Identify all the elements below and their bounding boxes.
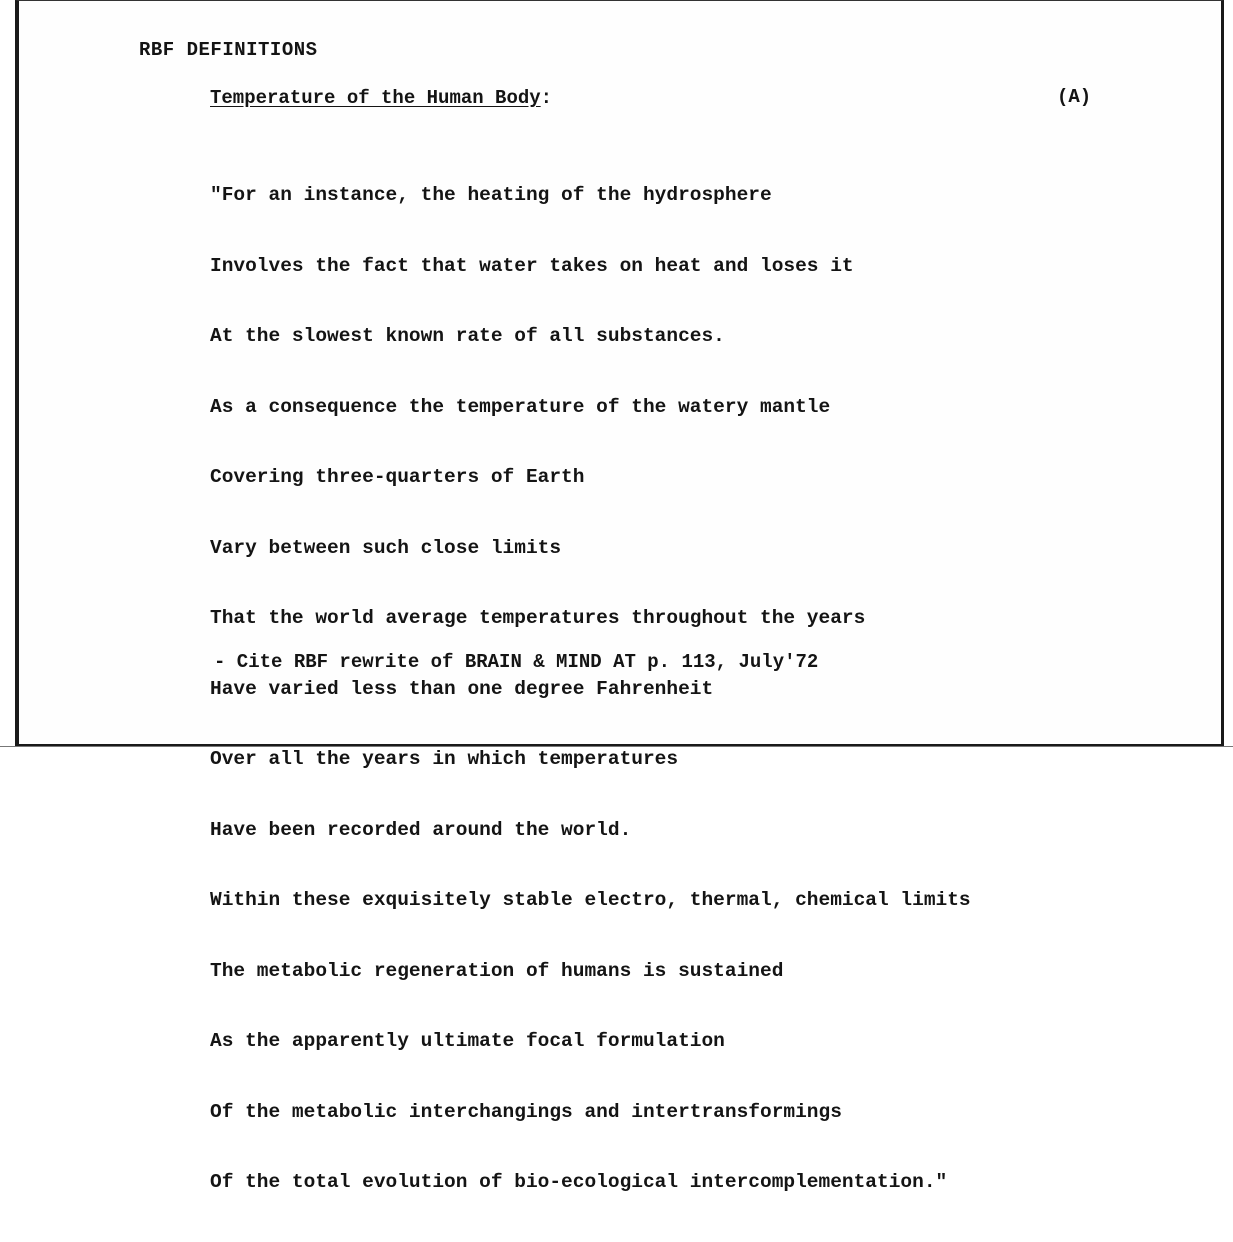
quote-line: Have been recorded around the world. bbox=[210, 818, 632, 841]
quote-line: Within these exquisitely stable electro, thermal, chemical limits bbox=[210, 889, 971, 911]
document-header: RBF DEFINITIONS bbox=[139, 39, 318, 61]
definition-title-text: Temperature of the Human Body bbox=[210, 87, 541, 109]
quote-line: Involves the fact that water takes on heat and loses it bbox=[210, 254, 854, 277]
quote-line: Covering three-quarters of Earth bbox=[210, 466, 585, 488]
quote-line: Vary between such close limits bbox=[210, 536, 562, 559]
quote-line: That the world average temperatures throughout the years bbox=[210, 607, 866, 629]
quote-line: Of the total evolution of bio-ecological intercomplementation." bbox=[210, 1171, 948, 1193]
section-tag: (A) bbox=[1057, 86, 1092, 108]
quote-line: As the apparently ultimate focal formulation bbox=[210, 1030, 725, 1052]
definition-title-colon: : bbox=[540, 87, 553, 109]
quotation-body bbox=[210, 137, 971, 1242]
quote-line: Over all the years in which temperatures bbox=[210, 748, 679, 770]
quote-line: "For an instance, the heating of the hydrosphere bbox=[210, 184, 772, 206]
document-card bbox=[15, 0, 1224, 1193]
bottom-rule bbox=[0, 746, 1233, 747]
quote-line: At the slowest known rate of all substances. bbox=[210, 325, 725, 347]
quote-line: The metabolic regeneration of humans is sustained bbox=[210, 959, 784, 982]
quote-line: As a consequence the temperature of the watery mantle bbox=[210, 395, 831, 418]
definition-title bbox=[210, 87, 552, 109]
quote-line: Have varied less than one degree Fahrenheit bbox=[210, 677, 714, 700]
citation: - Cite RBF rewrite of BRAIN & MIND AT p. 113, July'72 bbox=[214, 651, 819, 673]
quote-line: Of the metabolic interchangings and intertransformings bbox=[210, 1100, 842, 1123]
